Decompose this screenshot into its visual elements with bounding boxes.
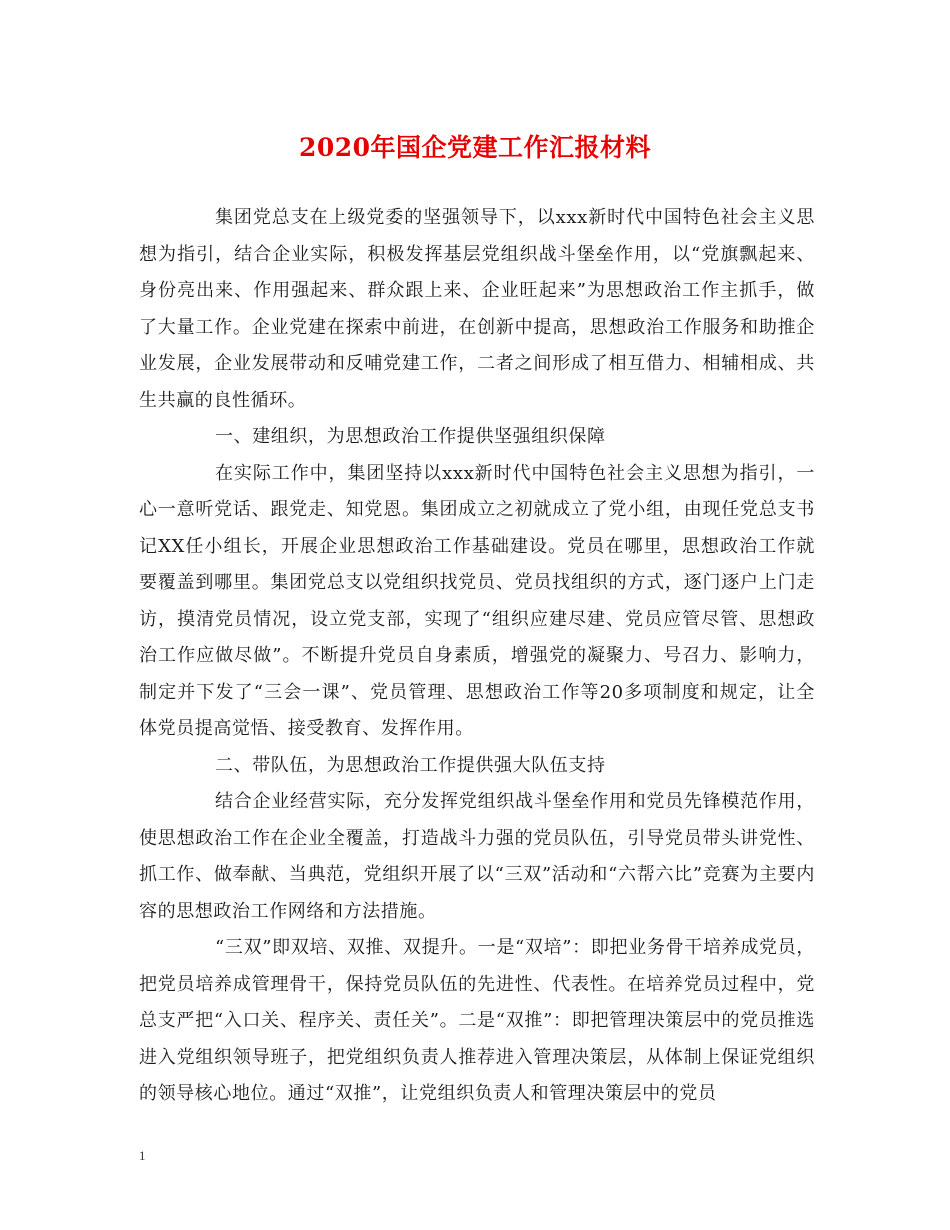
section-1-paragraph: 在实际工作中，集团坚持以xxx新时代中国特色社会主义思想为指引，一心一意听党话、跟党走、知党恩。集团成立之初就成立了党小组，由现任党总支书记XX任小组长，开展企业思想政治工作基础建设。党员在哪里，思想政治工作就要覆盖到哪里。集团党总支以党组织找党员、党员找组织的方式，逐门逐户上门走访，摸清党员情况，设立党支部，实现了“组织应建尽建、党员应管尽管、思想政治工作应做尽做”。不断提升党员自身素质，增强党的凝聚力、号召力、影响力，制定并下发了“三会一课”、党员管理、思想政治工作等20多项制度和规定，让全体党员提高觉悟、接受教育、发挥作用。 <box>139 462 815 739</box>
intro-paragraph: 集团党总支在上级党委的坚强领导下，以xxx新时代中国特色社会主义思想为指引，结合企业实际，积极发挥基层党组织战斗堡垒作用，以“党旗飘起来、身份亮出来、作用强起来、群众跟上来、企业旺起来”为思想政治工作主抓手，做了大量工作。企业党建在探索中前进，在创新中提高，思想政治工作服务和助推企业发展，企业发展带动和反哺党建工作，二者之间形成了相互借力、相辅相成、共生共赢的良性循环。 <box>139 207 815 411</box>
section-heading-2: 二、带队伍，为思想政治工作提供强大队伍支持 <box>215 754 606 776</box>
document-body <box>139 200 815 1113</box>
san-shuang-paragraph: “三双”即双培、双推、双提升。一是“双培”：即把业务骨干培养成党员，把党员培养成管理骨干，保持党员队伍的先进性、代表性。在培养党员过程中，党总支严把“入口关、程序关、责任关”。二是“双推”：即把管理决策层中的党员推选进入党组织领导班子，把党组织负责人推荐进入管理决策层，从体制上保证党组织的领导核心地位。通过“双推”，让党组织负责人和管理决策层中的党员 <box>139 937 815 1104</box>
page-number: 1 <box>139 1148 146 1163</box>
document-title: 2020年国企党建工作汇报材料 <box>298 133 652 162</box>
section-heading-1: 一、建组织，为思想政治工作提供坚强组织保障 <box>215 426 606 447</box>
section-2-paragraph: 结合企业经营实际，充分发挥党组织战斗堡垒作用和党员先锋模范作用，使思想政治工作在企业全覆盖，打造战斗力强的党员队伍，引导党员带头讲党性、抓工作、做奉献、当典范，党组织开展了以“三双”活动和“六帮六比”竞赛为主要内容的思想政治工作网络和方法措施。 <box>139 791 815 922</box>
